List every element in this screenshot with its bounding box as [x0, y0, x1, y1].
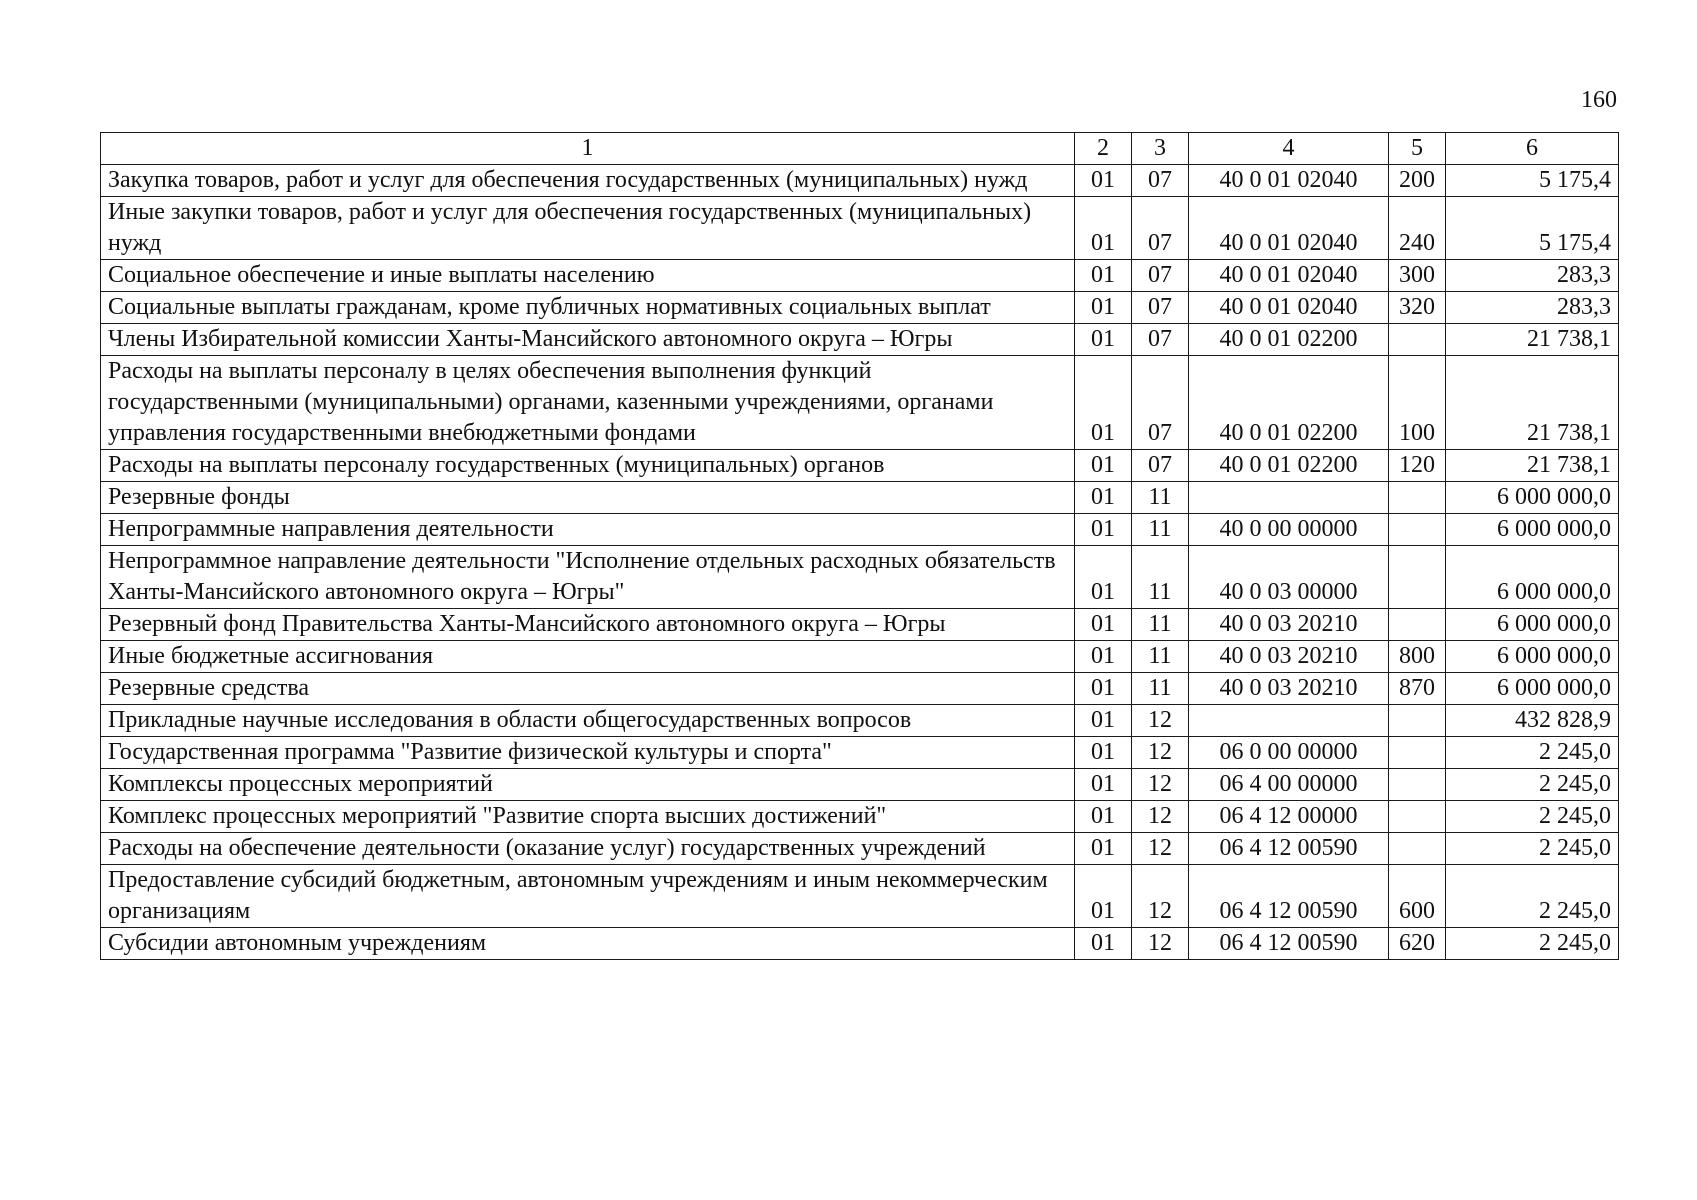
row-sum-cell: 6 000 000,0: [1446, 482, 1619, 514]
row-name-cell: Непрограммные направления деятельности: [101, 514, 1075, 546]
row-name-cell: Члены Избирательной комиссии Ханты-Мансийского автономного округа – Югры: [101, 324, 1075, 356]
table-row: [101, 514, 1619, 546]
row-code-cell: 40 0 03 20210: [1189, 673, 1389, 705]
row-subsection-cell: 07: [1132, 260, 1189, 292]
table-row: [101, 737, 1619, 769]
row-sum-cell: 2 245,0: [1446, 769, 1619, 801]
row-sum-cell: 6 000 000,0: [1446, 546, 1619, 609]
row-sum-cell: 2 245,0: [1446, 737, 1619, 769]
row-name-cell: Государственная программа "Развитие физической культуры и спорта": [101, 737, 1075, 769]
column-header-1: 1: [101, 133, 1075, 165]
row-name-cell: Расходы на обеспечение деятельности (оказание услуг) государственных учреждений: [101, 833, 1075, 865]
row-subsection-cell: 12: [1132, 833, 1189, 865]
row-code-cell: 40 0 01 02040: [1189, 197, 1389, 260]
budget-table: [100, 132, 1619, 960]
table-row: [101, 801, 1619, 833]
row-subsection-cell: 07: [1132, 197, 1189, 260]
row-expense-type-cell: [1389, 609, 1446, 641]
row-sum-cell: 21 738,1: [1446, 450, 1619, 482]
row-section-cell: 01: [1075, 165, 1132, 197]
table-row: [101, 165, 1619, 197]
row-expense-type-cell: [1389, 482, 1446, 514]
row-subsection-cell: 07: [1132, 450, 1189, 482]
table-row: [101, 673, 1619, 705]
row-code-cell: 40 0 00 00000: [1189, 514, 1389, 546]
row-section-cell: 01: [1075, 260, 1132, 292]
row-section-cell: 01: [1075, 324, 1132, 356]
row-sum-cell: 283,3: [1446, 292, 1619, 324]
table-row: [101, 260, 1619, 292]
column-header-3: 3: [1132, 133, 1189, 165]
table-header: [101, 133, 1619, 165]
row-subsection-cell: 07: [1132, 165, 1189, 197]
table-row: [101, 546, 1619, 609]
row-subsection-cell: 12: [1132, 769, 1189, 801]
row-subsection-cell: 11: [1132, 641, 1189, 673]
row-subsection-cell: 11: [1132, 673, 1189, 705]
row-expense-type-cell: 200: [1389, 165, 1446, 197]
row-subsection-cell: 11: [1132, 609, 1189, 641]
row-section-cell: 01: [1075, 705, 1132, 737]
column-header-4: 4: [1189, 133, 1389, 165]
row-code-cell: 40 0 01 02040: [1189, 260, 1389, 292]
row-expense-type-cell: 100: [1389, 356, 1446, 450]
row-section-cell: 01: [1075, 546, 1132, 609]
row-section-cell: 01: [1075, 928, 1132, 960]
row-sum-cell: 432 828,9: [1446, 705, 1619, 737]
table-row: [101, 833, 1619, 865]
row-code-cell: 40 0 03 20210: [1189, 609, 1389, 641]
row-code-cell: 06 0 00 00000: [1189, 737, 1389, 769]
row-sum-cell: 6 000 000,0: [1446, 609, 1619, 641]
row-expense-type-cell: [1389, 514, 1446, 546]
table-row: [101, 705, 1619, 737]
row-expense-type-cell: [1389, 833, 1446, 865]
row-code-cell: [1189, 482, 1389, 514]
row-expense-type-cell: 240: [1389, 197, 1446, 260]
row-code-cell: 06 4 00 00000: [1189, 769, 1389, 801]
row-expense-type-cell: 800: [1389, 641, 1446, 673]
table-row: [101, 450, 1619, 482]
row-expense-type-cell: [1389, 769, 1446, 801]
row-section-cell: 01: [1075, 356, 1132, 450]
row-name-cell: Социальное обеспечение и иные выплаты населению: [101, 260, 1075, 292]
row-name-cell: Закупка товаров, работ и услуг для обеспечения государственных (муниципальных) нужд: [101, 165, 1075, 197]
row-name-cell: Иные закупки товаров, работ и услуг для обеспечения государственных (муниципальных) нужд: [101, 197, 1075, 260]
row-expense-type-cell: [1389, 324, 1446, 356]
row-expense-type-cell: 600: [1389, 865, 1446, 928]
table-row: [101, 197, 1619, 260]
table-row: [101, 324, 1619, 356]
row-section-cell: 01: [1075, 514, 1132, 546]
row-section-cell: 01: [1075, 673, 1132, 705]
row-code-cell: 40 0 01 02200: [1189, 324, 1389, 356]
table-row: [101, 769, 1619, 801]
row-name-cell: Предоставление субсидий бюджетным, автономным учреждениям и иным некоммерческим организациям: [101, 865, 1075, 928]
row-section-cell: 01: [1075, 737, 1132, 769]
row-code-cell: 40 0 03 00000: [1189, 546, 1389, 609]
row-subsection-cell: 12: [1132, 737, 1189, 769]
row-code-cell: 06 4 12 00590: [1189, 833, 1389, 865]
row-section-cell: 01: [1075, 865, 1132, 928]
row-sum-cell: 5 175,4: [1446, 165, 1619, 197]
row-subsection-cell: 12: [1132, 705, 1189, 737]
row-subsection-cell: 07: [1132, 292, 1189, 324]
row-name-cell: Комплексы процессных мероприятий: [101, 769, 1075, 801]
row-name-cell: Комплекс процессных мероприятий "Развитие спорта высших достижений": [101, 801, 1075, 833]
table-row: [101, 292, 1619, 324]
row-expense-type-cell: [1389, 737, 1446, 769]
row-subsection-cell: 11: [1132, 546, 1189, 609]
row-name-cell: Расходы на выплаты персоналу государственных (муниципальных) органов: [101, 450, 1075, 482]
row-sum-cell: 21 738,1: [1446, 324, 1619, 356]
row-sum-cell: 6 000 000,0: [1446, 514, 1619, 546]
row-expense-type-cell: 300: [1389, 260, 1446, 292]
row-sum-cell: 6 000 000,0: [1446, 641, 1619, 673]
row-subsection-cell: 11: [1132, 482, 1189, 514]
row-section-cell: 01: [1075, 801, 1132, 833]
row-expense-type-cell: 120: [1389, 450, 1446, 482]
row-code-cell: 40 0 01 02200: [1189, 356, 1389, 450]
column-header-2: 2: [1075, 133, 1132, 165]
row-expense-type-cell: 870: [1389, 673, 1446, 705]
table-row: [101, 865, 1619, 928]
page-number: 160: [1581, 87, 1617, 113]
table-body: [101, 165, 1619, 960]
table-row: [101, 356, 1619, 450]
row-section-cell: 01: [1075, 641, 1132, 673]
row-code-cell: 40 0 03 20210: [1189, 641, 1389, 673]
row-section-cell: 01: [1075, 482, 1132, 514]
row-section-cell: 01: [1075, 769, 1132, 801]
row-sum-cell: 283,3: [1446, 260, 1619, 292]
row-name-cell: Резервные фонды: [101, 482, 1075, 514]
row-name-cell: Резервный фонд Правительства Ханты-Мансийского автономного округа – Югры: [101, 609, 1075, 641]
row-subsection-cell: 12: [1132, 801, 1189, 833]
table-row: [101, 609, 1619, 641]
row-name-cell: Непрограммное направление деятельности "Исполнение отдельных расходных обязательств Ханты-Мансийского автономного округа – Югры": [101, 546, 1075, 609]
row-sum-cell: 2 245,0: [1446, 865, 1619, 928]
row-name-cell: Социальные выплаты гражданам, кроме публичных нормативных социальных выплат: [101, 292, 1075, 324]
row-name-cell: Прикладные научные исследования в области общегосударственных вопросов: [101, 705, 1075, 737]
row-code-cell: 40 0 01 02040: [1189, 165, 1389, 197]
row-expense-type-cell: [1389, 705, 1446, 737]
table-row: [101, 641, 1619, 673]
row-name-cell: Субсидии автономным учреждениям: [101, 928, 1075, 960]
row-expense-type-cell: 320: [1389, 292, 1446, 324]
row-code-cell: 40 0 01 02200: [1189, 450, 1389, 482]
row-sum-cell: 21 738,1: [1446, 356, 1619, 450]
row-subsection-cell: 12: [1132, 928, 1189, 960]
row-code-cell: 06 4 12 00590: [1189, 928, 1389, 960]
column-header-5: 5: [1389, 133, 1446, 165]
row-section-cell: 01: [1075, 450, 1132, 482]
column-header-6: 6: [1446, 133, 1619, 165]
row-section-cell: 01: [1075, 833, 1132, 865]
table-row: [101, 928, 1619, 960]
row-subsection-cell: 07: [1132, 356, 1189, 450]
row-code-cell: [1189, 705, 1389, 737]
row-section-cell: 01: [1075, 292, 1132, 324]
row-name-cell: Резервные средства: [101, 673, 1075, 705]
row-sum-cell: 2 245,0: [1446, 801, 1619, 833]
row-name-cell: Иные бюджетные ассигнования: [101, 641, 1075, 673]
table-row: [101, 482, 1619, 514]
row-section-cell: 01: [1075, 609, 1132, 641]
row-expense-type-cell: 620: [1389, 928, 1446, 960]
row-code-cell: 06 4 12 00000: [1189, 801, 1389, 833]
row-code-cell: 40 0 01 02040: [1189, 292, 1389, 324]
row-sum-cell: 2 245,0: [1446, 833, 1619, 865]
row-code-cell: 06 4 12 00590: [1189, 865, 1389, 928]
row-subsection-cell: 11: [1132, 514, 1189, 546]
header-row: [101, 133, 1619, 165]
row-sum-cell: 2 245,0: [1446, 928, 1619, 960]
row-name-cell: Расходы на выплаты персоналу в целях обеспечения выполнения функций государственными (муниципальными) органами, казенными учреждениями, органами управления государственными внебюджетными фондами: [101, 356, 1075, 450]
row-section-cell: 01: [1075, 197, 1132, 260]
row-subsection-cell: 12: [1132, 865, 1189, 928]
row-expense-type-cell: [1389, 801, 1446, 833]
row-sum-cell: 5 175,4: [1446, 197, 1619, 260]
row-sum-cell: 6 000 000,0: [1446, 673, 1619, 705]
row-expense-type-cell: [1389, 546, 1446, 609]
row-subsection-cell: 07: [1132, 324, 1189, 356]
